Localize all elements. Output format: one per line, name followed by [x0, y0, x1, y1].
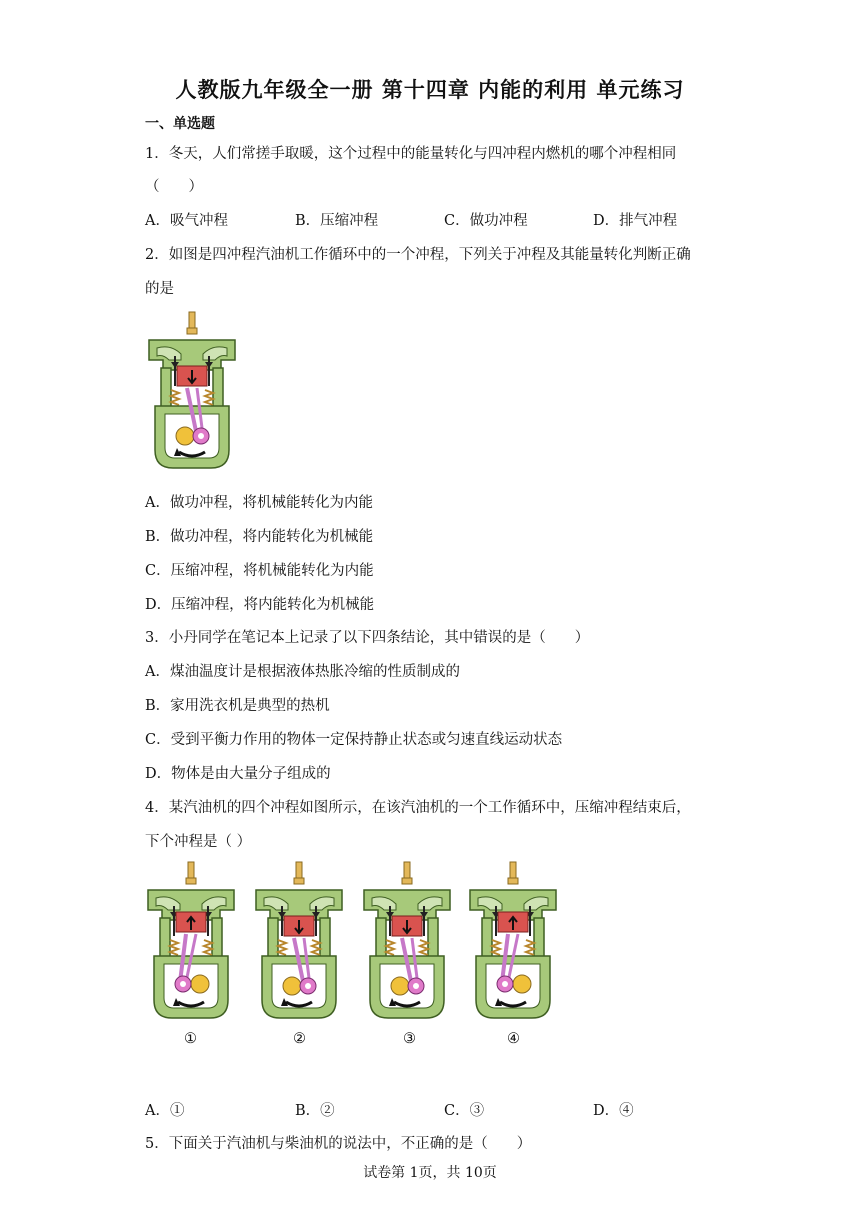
- section-heading: 一、单选题: [145, 116, 215, 132]
- q3-stem: 3．小丹同学在笔记本上记录了以下四条结论，其中错误的是（ ）: [145, 630, 590, 646]
- q5-stem: 5．下面关于汽油机与柴油机的说法中，不正确的是（ ）: [145, 1136, 532, 1152]
- q4-engine-figure-2: [254, 860, 349, 1025]
- q3-option-d: D．物体是由大量分子组成的: [145, 766, 331, 782]
- q2-stem-line2: 的是: [145, 281, 174, 297]
- q1-option-d: D．排气冲程: [593, 213, 678, 229]
- q1-option-c: C．做功冲程: [444, 213, 528, 229]
- q4-stem-line2: 下个冲程是（ ）: [145, 834, 252, 850]
- q4-option-a: A．①: [145, 1103, 185, 1119]
- q3-option-b: B．家用洗衣机是典型的热机: [145, 698, 330, 714]
- q1-stem-line2: （ ）: [145, 179, 203, 195]
- q4-engine-figure-4: [468, 860, 563, 1025]
- q2-option-c: C．压缩冲程，将机械能转化为内能: [145, 563, 374, 579]
- page-footer: 试卷第 1页，共 10页: [363, 1165, 497, 1181]
- q1-option-b: B．压缩冲程: [295, 213, 379, 229]
- q2-engine-figure: [147, 310, 242, 470]
- q4-stem-line1: 4．某汽油机的四个冲程如图所示，在该汽油机的一个工作循环中，压缩冲程结束后，: [145, 800, 691, 816]
- q4-option-d: D．④: [593, 1103, 634, 1119]
- q3-option-c: C．受到平衡力作用的物体一定保持静止状态或匀速直线运动状态: [145, 732, 563, 748]
- q4-engine-figure-1: [146, 860, 241, 1025]
- q2-stem-line1: 2．如图是四冲程汽油机工作循环中的一个冲程，下列关于冲程及其能量转化判断正确: [145, 247, 691, 263]
- q4-option-c: C．③: [444, 1103, 485, 1119]
- q4-engine-figure-3: [362, 860, 457, 1025]
- q4-figure-label-1: ①: [184, 1031, 197, 1047]
- q4-figure-label-4: ④: [507, 1031, 520, 1047]
- q1-stem-line1: 1．冬天，人们常搓手取暖，这个过程中的能量转化与四冲程内燃机的哪个冲程相同: [145, 146, 677, 162]
- q2-option-b: B．做功冲程，将内能转化为机械能: [145, 529, 374, 545]
- q2-option-d: D．压缩冲程，将内能转化为机械能: [145, 597, 375, 613]
- q4-figure-label-3: ③: [403, 1031, 416, 1047]
- q2-option-a: A．做功冲程，将机械能转化为内能: [145, 495, 373, 511]
- q1-option-a: A．吸气冲程: [145, 213, 228, 229]
- q3-option-a: A．煤油温度计是根据液体热胀冷缩的性质制成的: [145, 664, 460, 680]
- page-title: 人教版九年级全一册 第十四章 内能的利用 单元练习: [175, 78, 685, 102]
- q4-figure-label-2: ②: [293, 1031, 306, 1047]
- q4-option-b: B．②: [295, 1103, 335, 1119]
